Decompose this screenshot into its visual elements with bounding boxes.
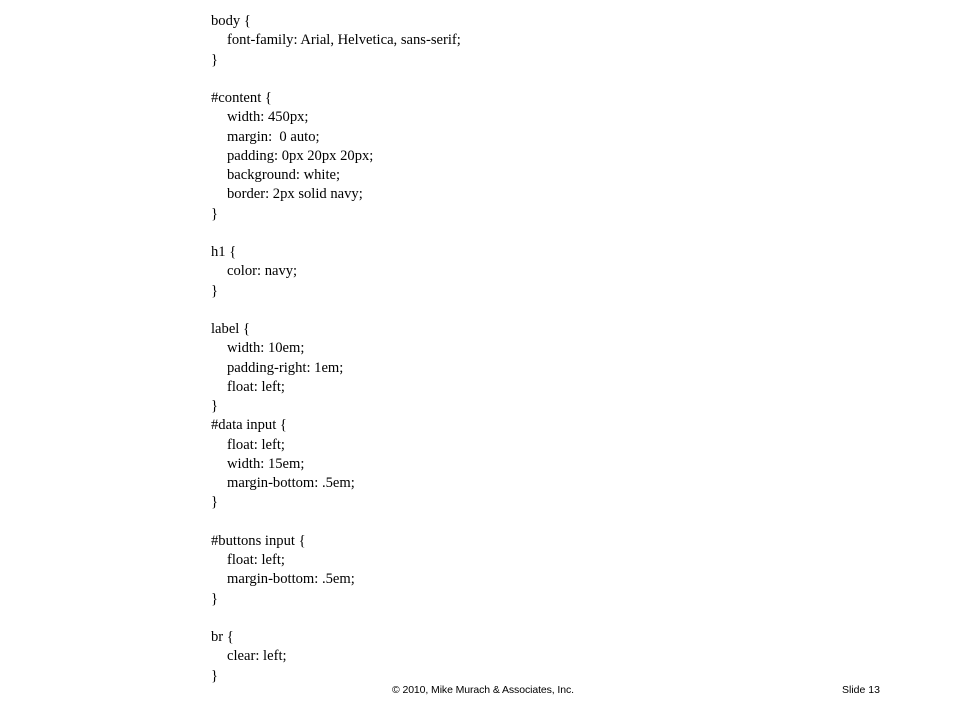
code-line: } [211,494,219,511]
code-line: width: 450px; [227,109,309,126]
code-line: br { [211,629,234,645]
code-line: float: left; [227,378,285,395]
code-line: margin-bottom: .5em; [227,475,355,491]
code-line: h1 { [211,244,237,260]
copyright-notice: © 2010, Mike Murach & Associates, Inc. [392,684,574,696]
code-line: padding: 0px 20px 20px; [227,147,374,164]
code-line: } [211,282,219,299]
code-line: } [211,51,219,68]
code-line: font-family: Arial, Helvetica, sans-serif; [227,32,461,49]
code-blank-line [211,70,461,89]
code-line: width: 10em; [227,340,305,357]
code-line: float: left; [227,436,285,453]
code-line: } [211,398,219,414]
code-line: #data input { [211,417,287,434]
code-line: width: 15em; [227,455,305,472]
code-line: border: 2px solid navy; [227,186,363,203]
code-blank-line [211,513,461,532]
code-blank-line [211,609,461,628]
code-line: } [211,667,219,684]
css-code-listing [211,12,461,686]
code-blank-line [211,301,461,320]
code-line: padding-right: 1em; [227,359,344,376]
code-line: clear: left; [227,648,287,665]
code-line: label { [211,321,251,337]
code-line: color: navy; [227,263,298,280]
code-line: margin-bottom: .5em; [227,571,355,588]
code-line: float: left; [227,552,285,568]
code-line: background: white; [227,167,341,183]
code-blank-line [211,224,461,243]
code-line: #content { [211,90,272,106]
code-line: } [211,205,219,222]
code-line: margin: 0 auto; [227,128,320,145]
code-line: body { [211,13,251,29]
code-line: #buttons input { [211,532,306,549]
slide-number: Slide 13 [842,684,880,696]
code-line: } [211,590,219,607]
